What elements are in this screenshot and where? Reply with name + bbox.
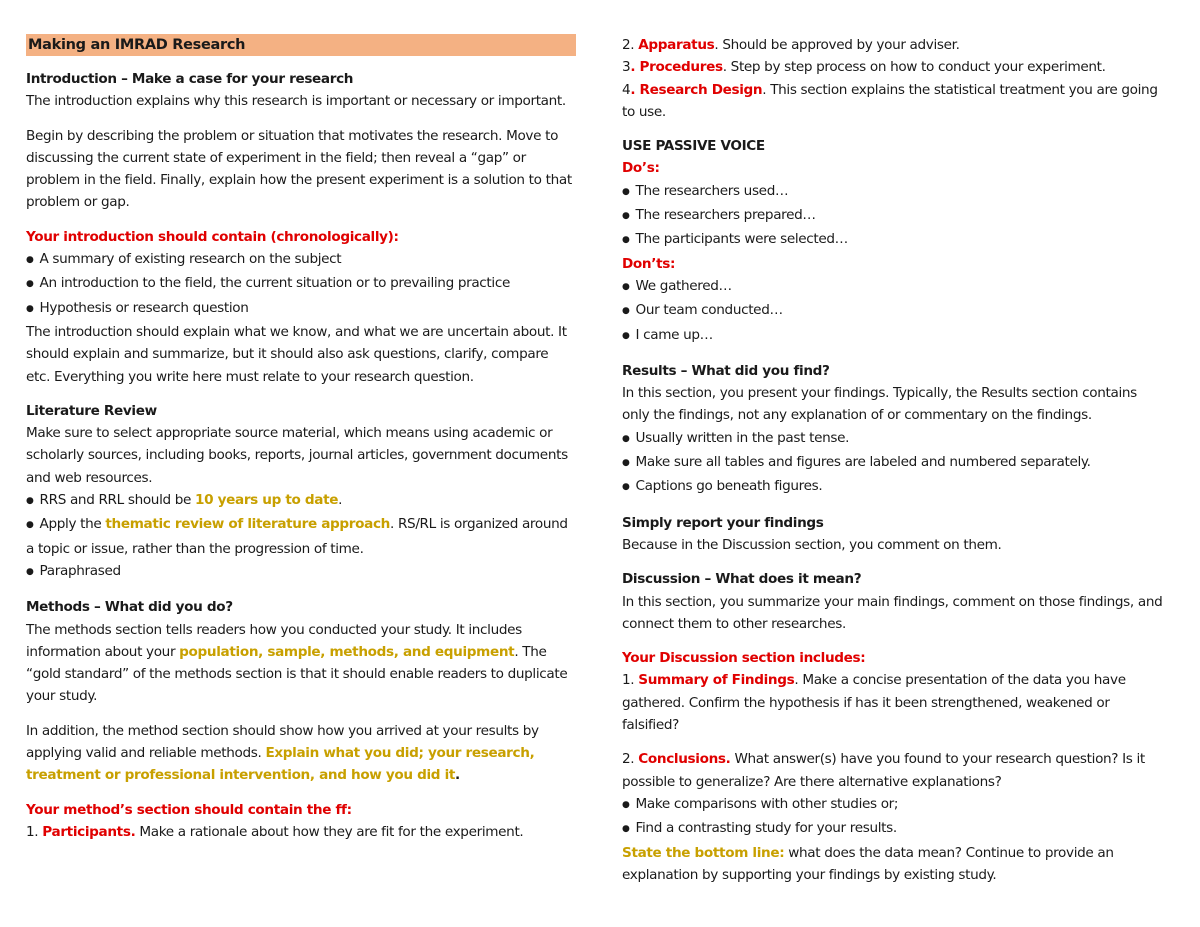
item-number: 1. xyxy=(622,672,639,689)
bottom-line-paragraph xyxy=(622,842,1167,887)
item-text: . Make a concise presentation of the data you have gathered. Confirm the hypothesis if has it been strengthened, weakened or falsified? xyxy=(622,672,1126,734)
item-text: What answer(s) have you found to your research question? Is it possible to generalize? Are there alternative explanations? xyxy=(622,751,1145,790)
methods-item-research-design xyxy=(622,79,1167,124)
introduction-paragraph-1: The introduction explains why this research is important or necessary or important. xyxy=(26,93,566,110)
simply-report-paragraph: Because in the Discussion section, you comment on them. xyxy=(622,536,1002,553)
item-number: 1. xyxy=(26,823,43,840)
item-label: . Procedures xyxy=(630,59,723,76)
literature-review-paragraph: Make sure to select appropriate source material, which means using academic or scholarly sources, including books, reports, journal articles, government documents and web resources. xyxy=(26,425,568,486)
list-item: ● Make comparisons with other studies or; xyxy=(622,793,1167,817)
introduction-paragraph-2: Begin by describing the problem or situation that motivates the research. Move to discussing the current state of experiment in the field; then reveal a “gap” or problem in the field. Finally, explain how the present experiment is a solution to that problem or gap. xyxy=(26,127,572,211)
methods-item-participants xyxy=(26,821,576,843)
item-label: Participants. xyxy=(42,823,136,840)
discussion-item-conclusions xyxy=(622,748,1167,793)
item-number: 3 xyxy=(622,59,631,76)
right-column xyxy=(622,34,1167,886)
highlight-text: 10 years up to date xyxy=(195,492,339,509)
methods-paragraph-2 xyxy=(26,720,576,787)
list-item: ● Our team conducted… xyxy=(622,299,1167,323)
highlight-text: State the bottom line: xyxy=(622,844,785,861)
methods-item-apparatus xyxy=(622,34,1167,56)
literature-review-heading: Literature Review xyxy=(26,402,157,419)
item-text: . This section explains the statistical treatment you are going to use. xyxy=(622,81,1158,120)
text-run: . RS/RL is organized around a topic or issue, rather than the progression of time. xyxy=(26,516,568,557)
item-label: Conclusions. xyxy=(638,751,731,768)
donts-heading: Don’ts: xyxy=(622,255,676,272)
item-text: Make a rationale about how they are fit for the experiment. xyxy=(135,823,524,840)
list-item xyxy=(26,489,576,513)
discussion-item-summary xyxy=(622,669,1167,736)
results-heading: Results – What did you find? xyxy=(622,362,830,379)
text-run: RRS and RRL should be xyxy=(39,492,196,509)
item-label: Apparatus xyxy=(638,37,715,53)
text-run: what does the data mean? Continue to provide an explanation by supporting your findings by existing study. xyxy=(622,844,1114,883)
simply-report-heading: Simply report your findings xyxy=(622,514,824,531)
highlight-text: thematic review of literature approach xyxy=(105,516,391,533)
item-label: Summary of Findings xyxy=(638,672,795,689)
discussion-paragraph: In this section, you summarize your main findings, comment on those findings, and connect them to other researches. xyxy=(622,593,1163,632)
list-item: ● An introduction to the field, the current situation or to prevailing practice xyxy=(26,272,576,296)
item-number: 2. xyxy=(622,37,639,53)
methods-contain-heading: Your method’s section should contain the ff: xyxy=(26,801,352,818)
highlight-text: Explain what you did; your research, treatment or professional intervention, and how you did it xyxy=(26,745,535,784)
results-paragraph: In this section, you present your findings. Typically, the Results section contains only the findings, not any explanation of or commentary on the findings. xyxy=(622,385,1137,424)
left-column xyxy=(26,34,576,843)
text-run: . xyxy=(338,492,343,509)
list-item: ● The researchers prepared… xyxy=(622,204,1167,228)
list-item: ● Usually written in the past tense. xyxy=(622,427,1167,451)
methods-heading: Methods – What did you do? xyxy=(26,599,233,616)
item-text: . Step by step process on how to conduct your experiment. xyxy=(722,59,1106,76)
item-text: . Should be approved by your adviser. xyxy=(714,37,960,53)
item-number: 4 xyxy=(622,81,631,98)
introduction-paragraph-3: The introduction should explain what we know, and what we are uncertain about. It should explain and summarize, but it should also ask questions, clarify, compare etc. Everything you write here must relate to your research question. xyxy=(26,323,567,385)
page-title: Making an IMRAD Research xyxy=(26,34,576,56)
list-item: ● Paraphrased xyxy=(26,560,576,584)
item-label: . Research Design xyxy=(630,81,763,98)
methods-paragraph-1 xyxy=(26,619,576,708)
highlight-text: population, sample, methods, and equipment xyxy=(179,643,515,660)
dos-heading: Do’s: xyxy=(622,160,660,177)
list-item: ● Captions go beneath figures. xyxy=(622,475,1167,499)
passive-voice-heading: USE PASSIVE VOICE xyxy=(622,138,765,155)
methods-item-procedures xyxy=(622,56,1167,78)
text-run: The methods section tells readers how you conducted your study. It includes information about your xyxy=(26,621,522,660)
text-run: In addition, the method section should show how you arrived at your results by applying valid and reliable methods. xyxy=(26,722,539,762)
list-item: ● Find a contrasting study for your results. xyxy=(622,817,1167,841)
list-item: ● I came up… xyxy=(622,324,1167,348)
introduction-contain-heading: Your introduction should contain (chronologically): xyxy=(26,228,399,245)
list-item xyxy=(26,513,576,560)
list-item: ● We gathered… xyxy=(622,275,1167,299)
discussion-heading: Discussion – What does it mean? xyxy=(622,571,862,588)
list-item: ● Make sure all tables and figures are labeled and numbered separately. xyxy=(622,451,1167,475)
introduction-heading: Introduction – Make a case for your research xyxy=(26,71,354,87)
item-number: 2. xyxy=(622,751,639,768)
text-run: . xyxy=(455,767,460,784)
text-run: . The “gold standard” of the methods section is that it should enable readers to duplicate your study. xyxy=(26,643,568,705)
list-item: ● The participants were selected… xyxy=(622,228,1167,252)
list-item: ● The researchers used… xyxy=(622,180,1167,204)
list-item: ● A summary of existing research on the subject xyxy=(26,248,576,272)
text-run: Apply the xyxy=(39,516,106,533)
discussion-includes-heading: Your Discussion section includes: xyxy=(622,650,866,667)
list-item: ● Hypothesis or research question xyxy=(26,297,576,321)
